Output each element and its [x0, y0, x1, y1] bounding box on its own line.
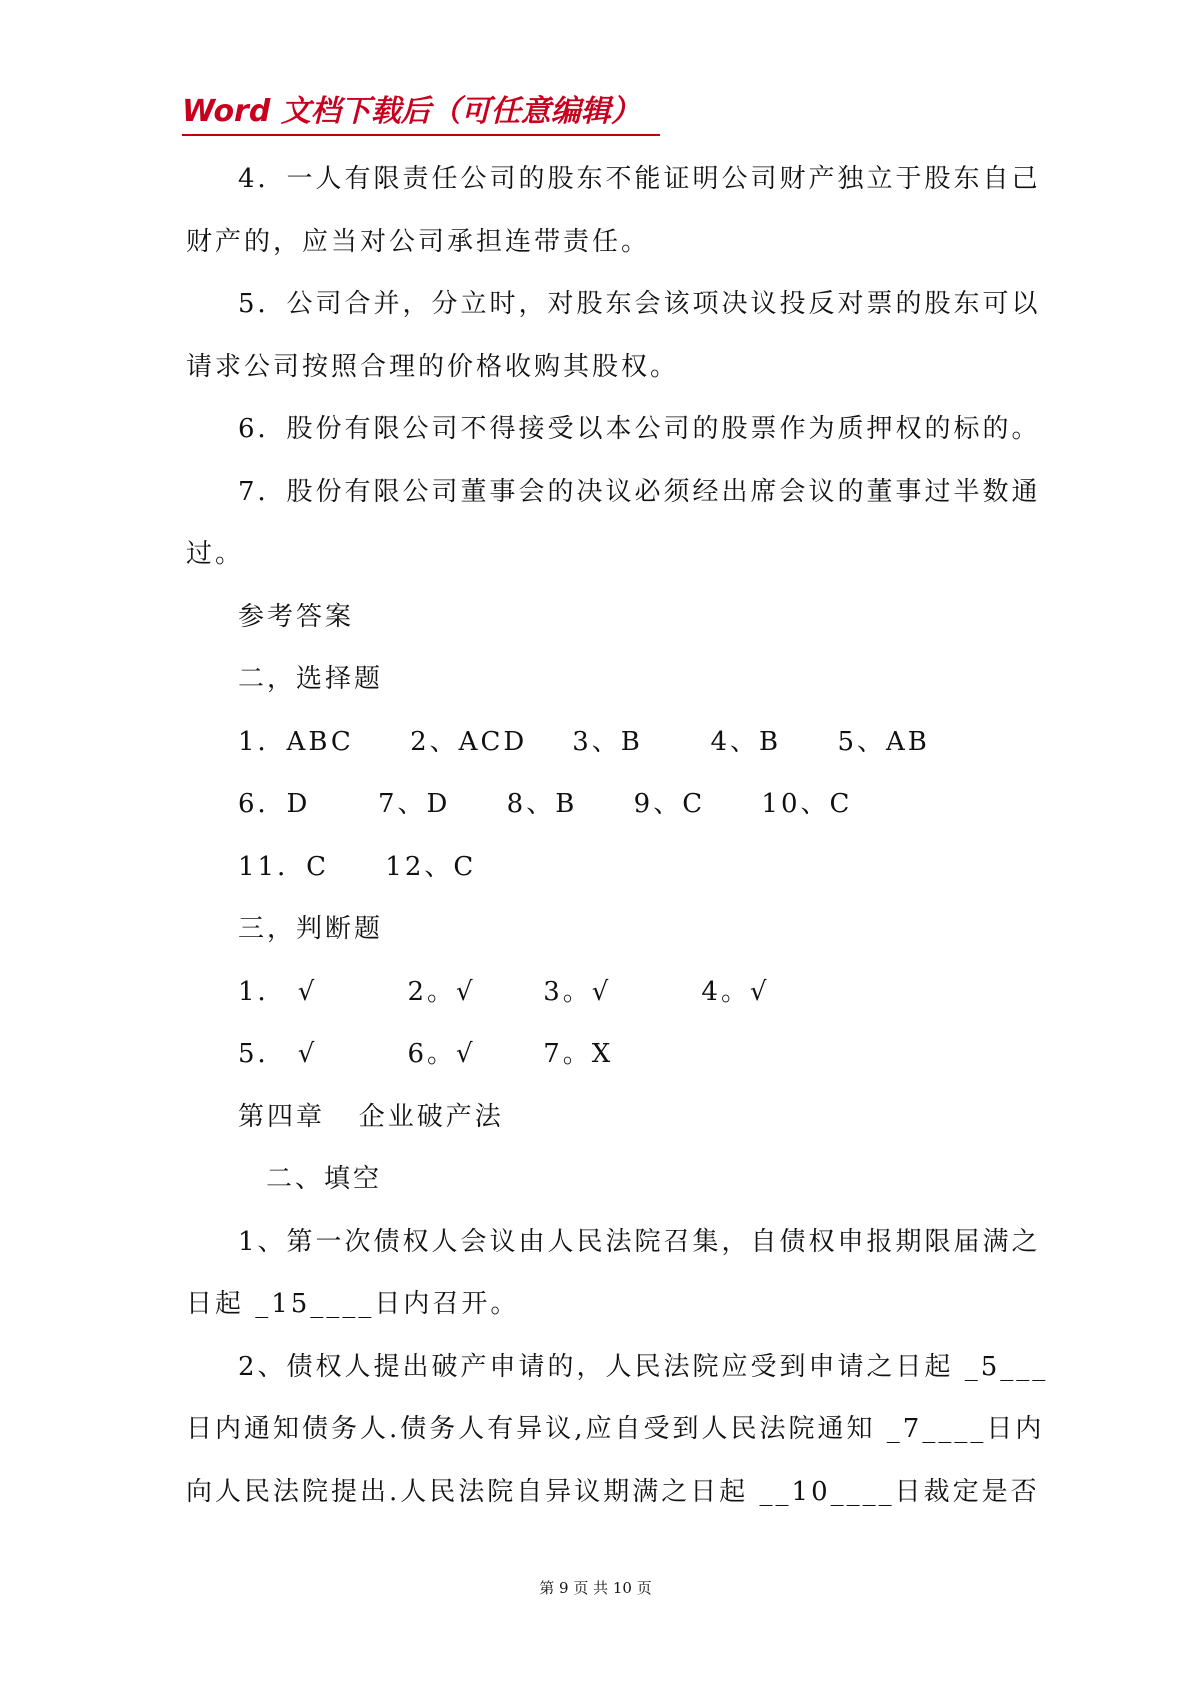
- chapter-heading: 第四章 企业破产法: [238, 1101, 504, 1132]
- document-body: [186, 148, 1049, 1523]
- answer-row: 11．C 12、C: [238, 851, 477, 882]
- paragraph-line: 6．股份有限公司不得接受以本公司的股票作为质押权的标的。: [238, 414, 1041, 444]
- paragraph-line: 日起 _15____日内召开。: [186, 1289, 520, 1319]
- paragraph-line: 过。: [186, 539, 245, 569]
- answer-row: 1．ABC 2、ACD 3、B 4、B 5、AB: [238, 726, 930, 757]
- header-title: Word 文档下载后（可任意编辑）: [182, 94, 641, 129]
- paragraph-line: 7．股份有限公司董事会的决议必须经出席会议的董事过半数通: [238, 476, 1041, 507]
- paragraph-line: 1、第一次债权人会议由人民法院召集，自债权申报期限届满之: [238, 1226, 1041, 1257]
- paragraph-line: 5．公司合并，分立时，对股东会该项决议投反对票的股东可以: [238, 289, 1041, 319]
- answer-row: 5． √ 6。√ 7。X: [238, 1039, 614, 1069]
- section-heading: 三，判断题: [238, 914, 384, 944]
- page-number: 第 9 页 共 10 页: [539, 1579, 652, 1597]
- document-header: [182, 92, 660, 136]
- section-heading: 二、填空: [266, 1164, 383, 1194]
- answer-row: 6．D 7、D 8、B 9、C 10、C: [238, 789, 853, 819]
- paragraph-line: 向人民法院提出.人民法院自异议期满之日起 __10____日裁定是否: [186, 1476, 1040, 1507]
- section-heading: 二，选择题: [238, 664, 384, 694]
- paragraph-line: 4．一人有限责任公司的股东不能证明公司财产独立于股东自己: [238, 164, 1041, 194]
- paragraph-line: 日内通知债务人.债务人有异议,应自受到人民法院通知 _7____日内: [186, 1414, 1045, 1444]
- answer-row: 1． √ 2。√ 3。√ 4。√: [238, 976, 770, 1007]
- section-heading: 参考答案: [238, 601, 355, 632]
- paragraph-line: 财产的，应当对公司承担连带责任。: [186, 226, 651, 257]
- paragraph-line: 请求公司按照合理的价格收购其股权。: [186, 351, 680, 382]
- paragraph-line: 2、债权人提出破产申请的，人民法院应受到申请之日起 _5___: [238, 1351, 1049, 1382]
